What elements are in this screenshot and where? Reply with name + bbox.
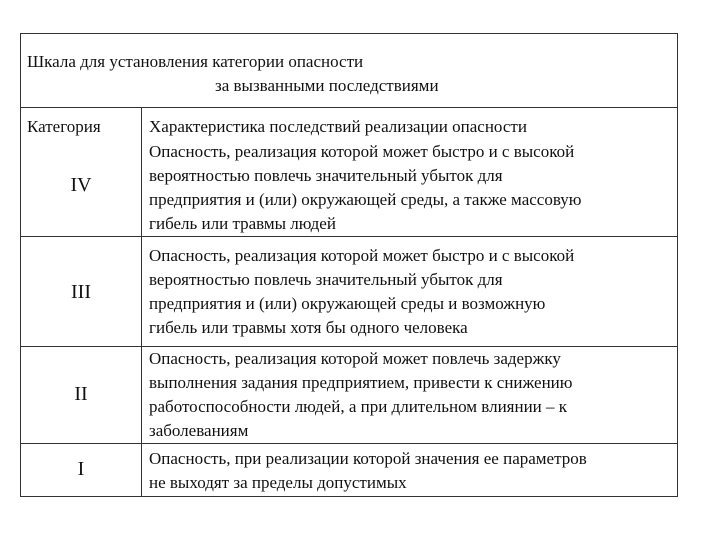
table-title-line-2: за вызванными последствиями	[215, 76, 439, 95]
description-line: не выходят за пределы допустимых	[149, 473, 407, 492]
category-ii: II	[74, 383, 88, 405]
description-line: Опасность, при реализации которой значения ее параметров	[149, 449, 587, 468]
description-line: заболеваниям	[149, 421, 249, 440]
category-iv: IV	[70, 174, 92, 196]
description-i	[149, 447, 677, 495]
category-iii: III	[71, 281, 91, 303]
description-line: предприятия и (или) окружающей среды и возможную	[149, 294, 546, 313]
description-line: выполнения задания предприятием, привести к снижению	[149, 373, 573, 392]
description-iii	[149, 244, 677, 340]
hazard-category-table	[20, 33, 678, 497]
description-line: вероятностью повлечь значительный убыток для	[149, 270, 503, 289]
table-row-i	[21, 443, 677, 497]
description-iv	[149, 140, 677, 236]
table-row-iv	[21, 140, 677, 236]
description-line: Опасность, реализация которой может быстро и с высокой	[149, 142, 575, 161]
description-line: вероятностью повлечь значительный убыток для	[149, 166, 503, 185]
description-line: гибель или травмы хотя бы одного человека	[149, 318, 468, 337]
description-line: предприятия и (или) окружающей среды, а также массовую	[149, 190, 582, 209]
header-category: Категория	[27, 117, 101, 136]
table-title-line-1: Шкала для установления категории опасности	[27, 52, 364, 71]
table-title-block	[21, 34, 677, 108]
description-line: Опасность, реализация которой может повлечь задержку	[149, 349, 561, 368]
table-row-ii	[21, 346, 677, 443]
description-line: работоспособности людей, а при длительном влиянии – к	[149, 397, 568, 416]
description-line: гибель или травмы людей	[149, 214, 336, 233]
category-i: I	[77, 458, 85, 480]
description-line: Опасность, реализация которой может быстро и с высокой	[149, 246, 575, 265]
header-description: Характеристика последствий реализации опасности	[149, 117, 527, 136]
table-row-iii	[21, 236, 677, 346]
description-ii	[149, 347, 677, 443]
